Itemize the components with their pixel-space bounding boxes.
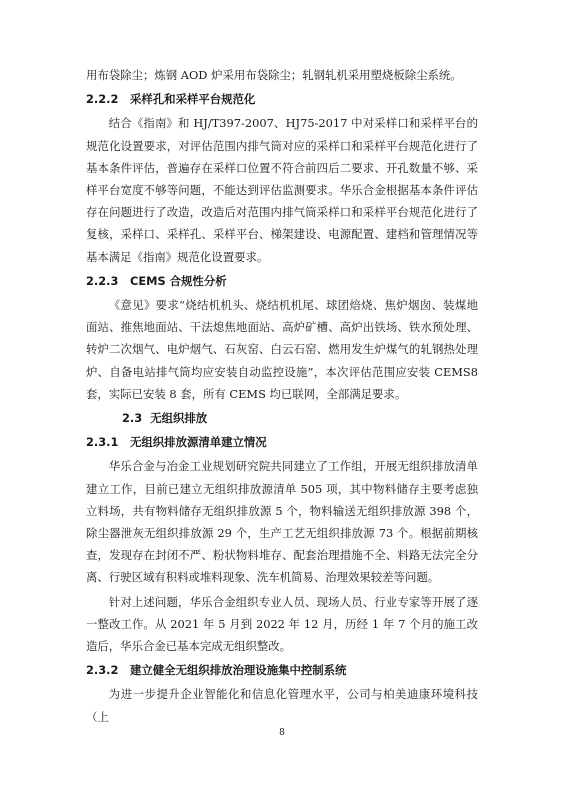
section-2-2-3-paragraph: 《意见》要求“烧结机机头、烧结机机尾、球团焙烧、焦炉烟囱、装煤地面站、推焦地面站、干法熄焦地面站、高炉矿槽、高炉出铁场、铁水预处理、转炉二次烟气、电炉烟气、石灰窑、白云石窑、燃用发生炉煤气的轧钢热处理炉、自备电站排气筒均应安装自动监控设施”，本次评估范围应安装 CEMS8 套，实际已安装 8 套，所有 CEMS 均已联网，全部满足要求。 <box>86 298 478 401</box>
section-number: 2.3 <box>122 411 143 426</box>
section-title: 无组织排放 <box>150 411 208 426</box>
section-2-3-1-heading <box>86 431 478 453</box>
section-2-3-1-paragraph-1: 华乐合金与冶金工业规划研究院共同建立了工作组，开展无组织排放清单建立工作，目前已建立无组织排放源清单 505 项，其中物料储存主要考虑独立料场，共有物料储存无组织排放源 5 个，物料输送无组织排放源 398 个，除尘器泄灰无组织排放源 29 个，生产工艺无组织排放源 73 个。根据前期核查，发现存在封闭不严、粉状物料堆存、配套治理措施不全、料路无法完全分离、行驶区域有积料或堆料现象、洗车机简易、治理效果较差等问题。 <box>86 459 478 585</box>
section-title: 无组织排放源清单建立情况 <box>130 435 267 450</box>
section-2-3-1-paragraph-2: 针对上述问题，华乐合金组织专业人员、现场人员、行业专家等开展了逐一整改工作。从 2021 年 5 月到 2022 年 12 月，历经 1 年 7 个月的施工改造后，华乐合金已基本完成无组织整改。 <box>86 594 478 654</box>
section-title: 建立健全无组织排放治理设施集中控制系统 <box>130 663 347 678</box>
page-number: 8 <box>279 728 285 738</box>
section-title: 采样孔和采样平台规范化 <box>130 92 256 107</box>
section-2-3-heading <box>86 407 478 429</box>
section-title: CEMS 合规性分析 <box>130 273 227 288</box>
section-number: 2.2.3 <box>86 273 119 288</box>
section-number: 2.3.1 <box>86 435 119 450</box>
section-2-2-2-heading <box>86 88 478 110</box>
section-2-3-2-heading <box>86 659 478 681</box>
intro-paragraph: 用布袋除尘；炼钢 AOD 炉采用布袋除尘；轧钢轧机采用塑烧板除尘系统。 <box>86 68 462 82</box>
section-2-3-2-paragraph: 为进一步提升企业智能化和信息化管理水平，公司与柏美迪康环境科技（上 <box>86 687 478 724</box>
section-number: 2.3.2 <box>86 663 119 678</box>
section-number: 2.2.2 <box>86 92 119 107</box>
section-2-2-2-paragraph: 结合《指南》和 HJ/T397-2007、HJ75-2017 中对采样口和采样平台的规范化设置要求，对评估范围内排气筒对应的采样口和采样平台规范化进行了基本条件评估，普遍存在采样口位置不符合前四后二要求、开孔数量不够、采样平台宽度不够等问题，不能达到评估监测要求。华乐合金根据基本条件评估存在问题进行了改造，改造后对范围内排气筒采样口和采样平台规范化进行了复核，采样口、采样孔、采样平台、梯架建设、电源配置、建档和管理情况等基本满足《指南》规范化设置要求。 <box>86 116 478 264</box>
section-2-2-3-heading <box>86 270 478 292</box>
page-content <box>86 64 478 728</box>
